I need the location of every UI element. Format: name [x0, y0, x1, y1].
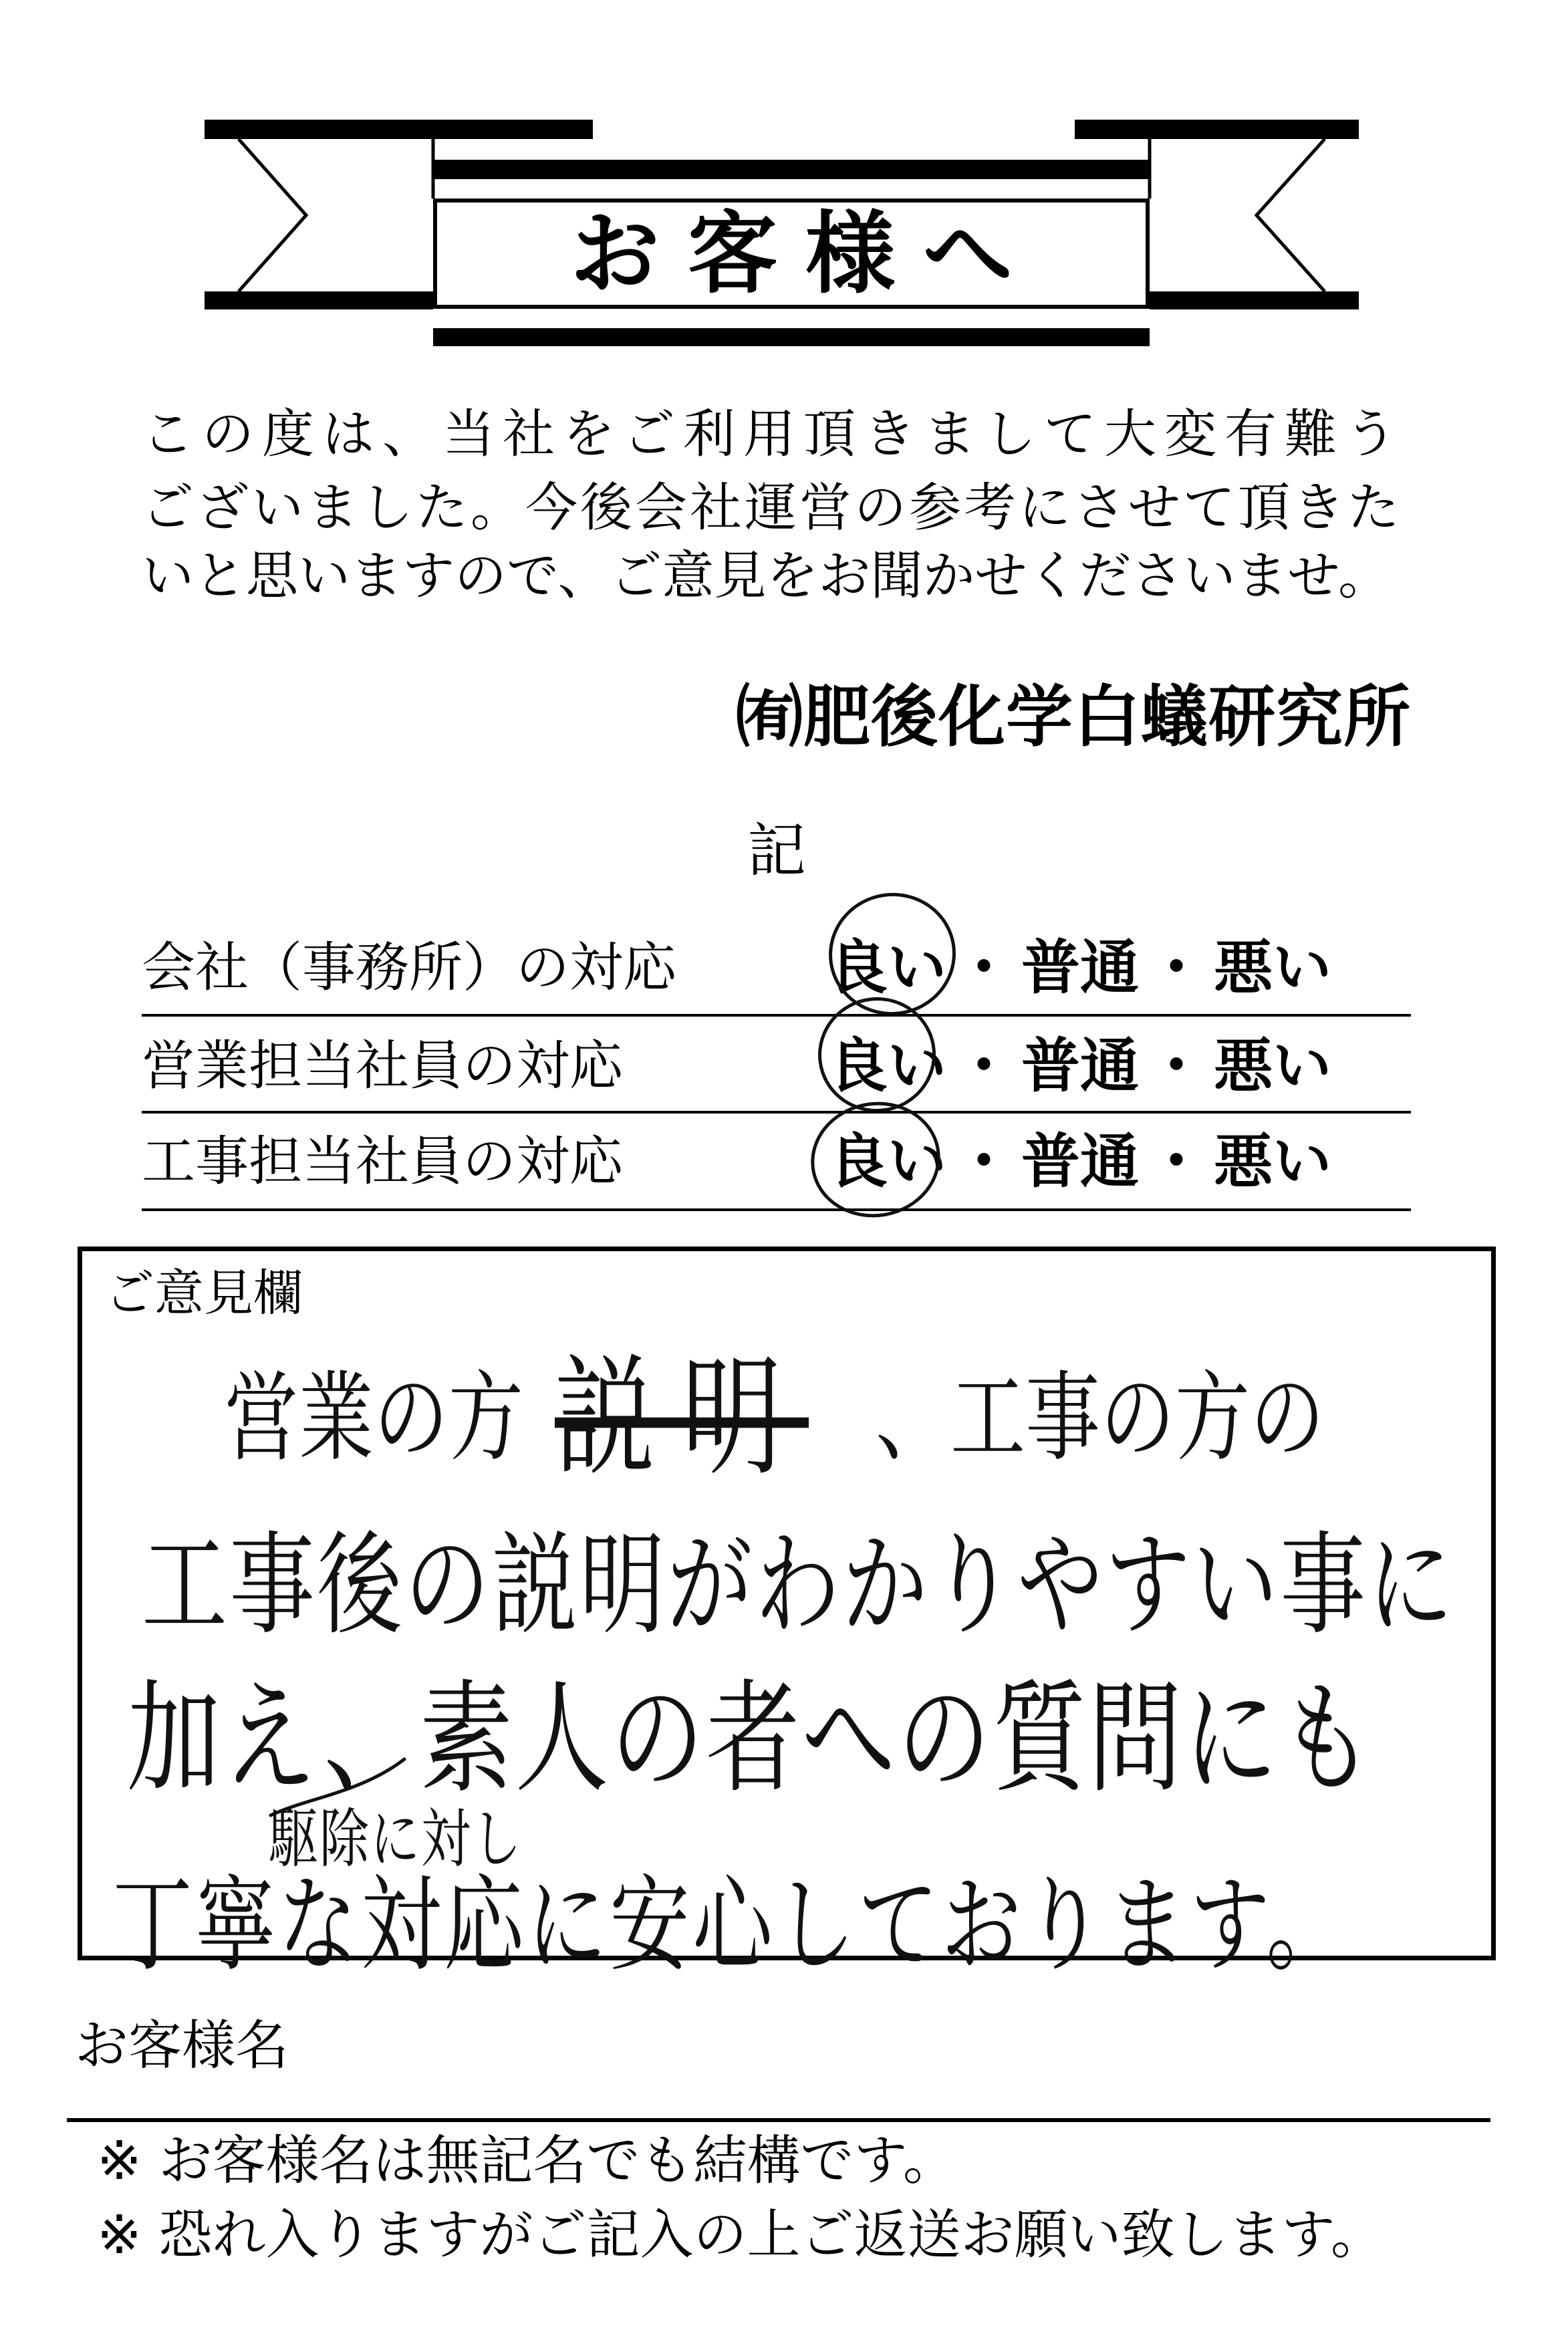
- row-underline: [142, 1014, 1411, 1017]
- handwritten-comment-line: 加え、素人の者への質問にも: [127, 1668, 1376, 1811]
- option-separator: ・: [1147, 933, 1206, 1002]
- option-bad: 悪い: [1214, 933, 1332, 1002]
- handwritten-comment-line: 営業の方: [224, 1361, 523, 1475]
- company-name: ㈲肥後化学白蟻研究所: [736, 678, 1411, 756]
- option-separator: ・: [954, 1031, 1014, 1100]
- option-separator: ・: [954, 933, 1014, 1002]
- rating-label: 工事担当社員の対応: [142, 1130, 623, 1192]
- intro-line: この度は、当社をご利用頂きまして大変有難う: [142, 404, 1406, 465]
- option-good: 良い: [829, 1132, 946, 1191]
- ribbon-inner-top-bar: [433, 160, 1150, 179]
- row-underline: [142, 1111, 1411, 1114]
- option-separator: ・: [954, 1127, 1014, 1196]
- handwritten-comment-line: 工事後の説明がわかりやすい事に: [142, 1521, 1456, 1651]
- ribbon-top-left-bar: [205, 120, 593, 139]
- rating-row-company: [0, 933, 1568, 1002]
- intro-line: いと思いますので、ご意見をお聞かせくださいませ。: [142, 546, 1391, 606]
- selected-rating-circle: [821, 885, 964, 1024]
- option-average: 普通: [1021, 1127, 1140, 1196]
- handwritten-struck-text: 説明: [555, 1342, 809, 1494]
- footer-note: ※ お客様名は無記名でも結構です。: [97, 2129, 957, 2192]
- intro-line: ございました。今後会社運営の参考にさせて頂きた: [142, 478, 1403, 538]
- rating-options: [829, 1127, 1332, 1196]
- rating-label: 営業担当社員の対応: [142, 1035, 623, 1097]
- rating-row-sales-staff: [0, 1031, 1568, 1100]
- option-average: 普通: [1021, 933, 1140, 1002]
- option-bad: 悪い: [1214, 1031, 1332, 1100]
- option-average: 普通: [1021, 1031, 1140, 1100]
- footer-note: ※ 恐れ入りますがご記入の上ご返送お願い致します。: [97, 2204, 1385, 2266]
- handwritten-comment-line: 丁寧な対応に安心しております。: [112, 1865, 1349, 1986]
- handwritten-insertion: 駆除に対し: [269, 1802, 523, 1877]
- record-heading: 記: [747, 816, 807, 885]
- ribbon-left-notch: [239, 139, 306, 291]
- rating-options: [829, 1031, 1332, 1100]
- ribbon-bottom-left-bar: [205, 291, 433, 309]
- option-separator: ・: [1147, 1127, 1206, 1196]
- option-separator: ・: [1147, 1031, 1206, 1100]
- row-underline: [142, 1208, 1411, 1211]
- rating-options: [829, 933, 1332, 1002]
- ribbon-top-right-bar: [1075, 120, 1359, 139]
- customer-name-underline: [67, 2118, 1490, 2122]
- banner-title: お客様へ: [569, 201, 1041, 306]
- customer-name-label: お客様名: [75, 2014, 289, 2077]
- handwritten-comment-line: 、工事の方の: [876, 1361, 1325, 1475]
- ribbon-right-notch: [1257, 139, 1325, 291]
- option-bad: 悪い: [1214, 1127, 1332, 1196]
- selected-rating-circle: [812, 991, 941, 1118]
- rating-label: 会社（事務所）の対応: [142, 936, 676, 999]
- comment-label: ご意見欄: [105, 1265, 303, 1322]
- rating-row-construction-staff: [0, 1127, 1568, 1196]
- banner-ribbon: [0, 0, 1568, 374]
- ribbon-bottom-right-bar: [1150, 291, 1359, 309]
- option-good: 良い: [829, 938, 946, 997]
- ribbon-lower-bar: [433, 328, 1150, 346]
- option-good: 良い: [829, 1037, 946, 1095]
